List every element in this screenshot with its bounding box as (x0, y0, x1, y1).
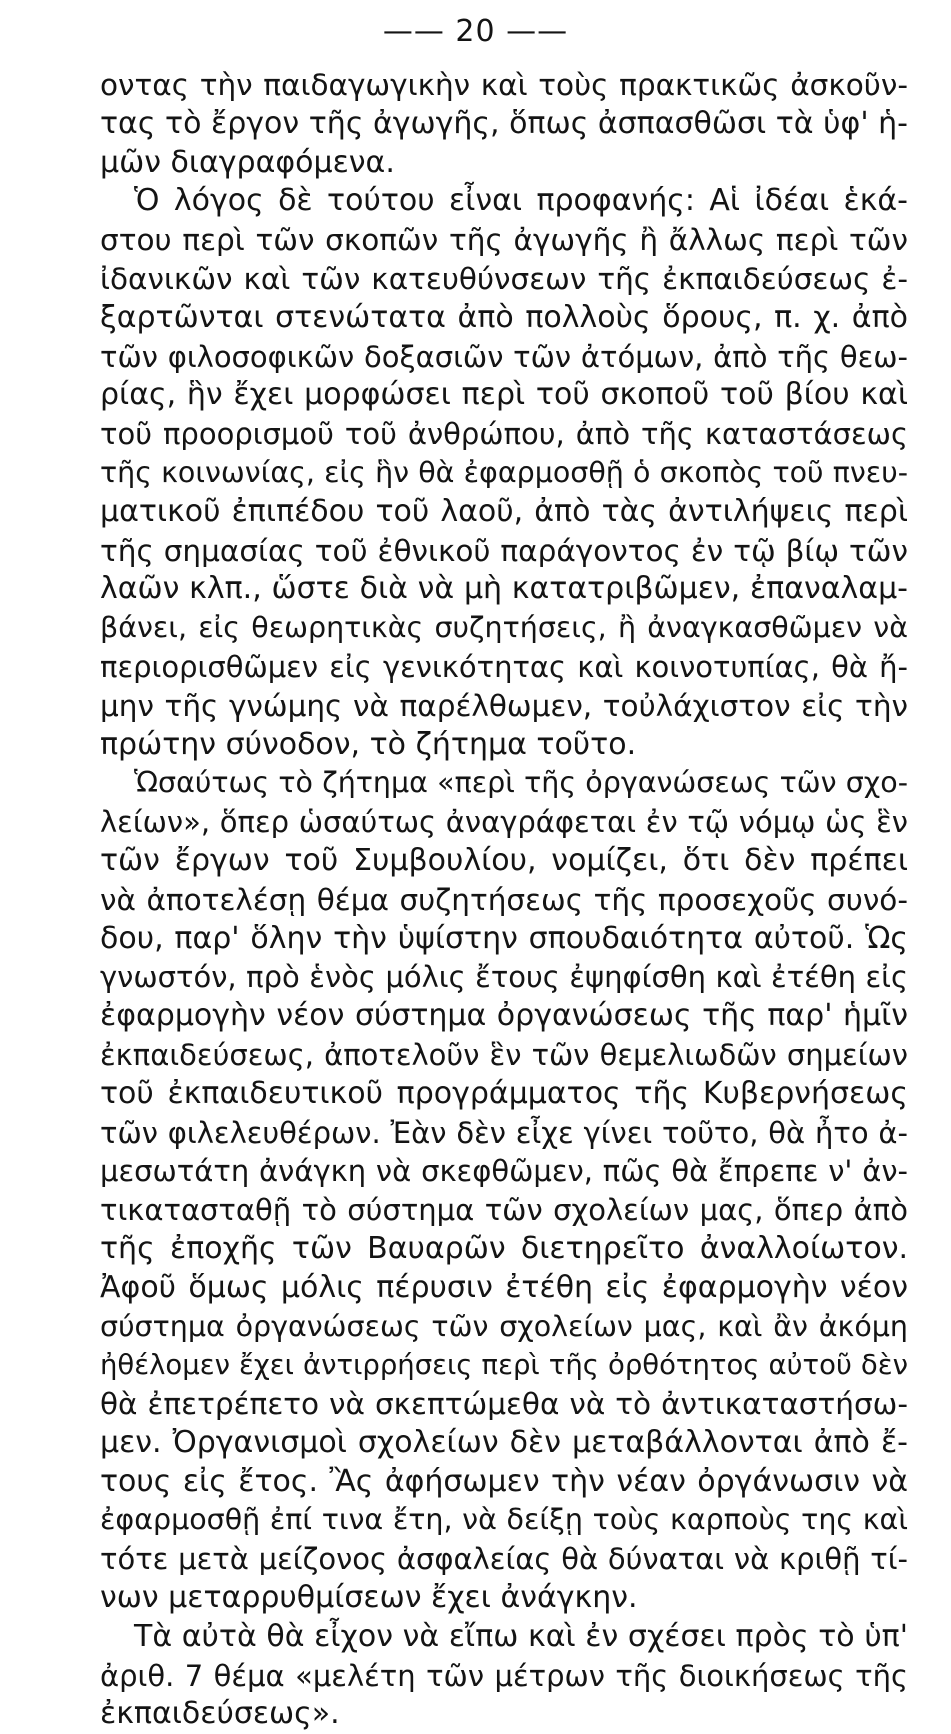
text-line: οντας τὴν παιδαγωγικὴν καὶ τοὺς πρακτικῶς ἀσκοῦν- (100, 68, 908, 102)
text-line: γνωστόν, πρὸ ἑνὸς μόλις ἔτους ἐψηφίσθη καὶ ἐτέθη εἰς (100, 960, 908, 995)
text-line: ἠθέλομεν ἔχει ἀντιρρήσεις περὶ τῆς ὀρθότητος αὐτοῦ δὲν (100, 1349, 908, 1382)
text-line: βάνει, εἰς θεωρητικὰς συζητήσεις, ἢ ἀναγκασθῶμεν νὰ (100, 611, 908, 645)
text-line: νων μεταρρυθμίσεων ἔχει ἀνάγκην. (100, 1580, 638, 1616)
text-line: Τὰ αὐτὰ θὰ εἶχον νὰ εἴπω καὶ ἐν σχέσει πρὸς τὸ ὑπ' (134, 1618, 908, 1654)
text-line: τους εἰς ἔτος. Ἂς ἀφήσωμεν τὴν νέαν ὀργάνωσιν νὰ (100, 1463, 908, 1499)
text-line: ρίας, ἣν ἔχει μορφώσει περὶ τοῦ σκοποῦ τοῦ βίου καὶ (100, 377, 908, 413)
text-line: θὰ ἐπετρέπετο νὰ σκεπτώμεθα νὰ τὸ ἀντικαταστήσω- (100, 1387, 908, 1422)
text-line: τῆς σημασίας τοῦ ἐθνικοῦ παράγοντος ἐν τῷ βίῳ τῶν (100, 533, 908, 568)
text-line: τῆς ἐποχῆς τῶν Βαυαρῶν διετηρεῖτο ἀναλλοίωτον. (100, 1230, 908, 1266)
text-line: λείων», ὅπερ ὡσαύτως ἀναγράφεται ἐν τῷ νόμῳ ὡς ἓν (100, 805, 908, 840)
text-line: λαῶν κλπ., ὥστε διὰ νὰ μὴ κατατριβῶμεν, ἐπαναλαμ- (100, 571, 908, 607)
text-line: μεν. Ὀργανισμοὶ σχολείων δὲν μεταβάλλονται ἀπὸ ἔ- (100, 1424, 908, 1460)
text-line: πρώτην σύνοδον, τὸ ζήτημα τοῦτο. (100, 726, 637, 762)
text-line: ξαρτῶνται στενώτατα ἀπὸ πολλοὺς ὅρους, π. χ. ἀπὸ (100, 299, 908, 335)
text-line: ἰδανικῶν καὶ τῶν κατευθύνσεων τῆς ἐκπαιδεύσεως ἐ- (100, 261, 908, 296)
text-line: Ὁ λόγος δὲ τούτου εἶναι προφανής: Αἱ ἰδέαι ἑκά- (134, 183, 908, 219)
text-line: ἀριθ. 7 θέμα «μελέτη τῶν μέτρων τῆς διοικήσεως τῆς (100, 1658, 908, 1693)
text-line: περιορισθῶμεν εἰς γενικότητας καὶ κοινοτυπίας, θὰ ἤ- (100, 649, 908, 684)
text-line: τας τὸ ἔργον τῆς ἀγωγῆς, ὅπως ἀσπασθῶσι τὰ ὑφ' ἡ- (100, 105, 908, 141)
page-number: —— 20 —— (382, 14, 569, 49)
text-line: ἐκπαιδεύσεως, ἀποτελοῦν ἓν τῶν θεμελιωδῶν σημείων (100, 1037, 908, 1072)
text-line: ἐφαρμογὴν νέον σύστημα ὀργανώσεως τῆς παρ' ἡμῖν (100, 998, 908, 1034)
text-line: τότε μετὰ μείζονος ἀσφαλείας θὰ δύναται νὰ κριθῇ τί- (100, 1542, 908, 1577)
text-line: Ἀφοῦ ὅμως μόλις πέρυσιν ἐτέθη εἰς ἐφαρμογὴν νέον (100, 1269, 908, 1305)
text-line: ἐκπαιδεύσεως». (100, 1696, 340, 1732)
text-line: τοῦ προορισμοῦ τοῦ ἀνθρώπου, ἀπὸ τῆς καταστάσεως (100, 417, 908, 452)
text-line: μην τῆς γνώμης νὰ παρέλθωμεν, τοὐλάχιστον εἰς τὴν (100, 688, 908, 723)
body-text (100, 66, 908, 1734)
text-line: μῶν διαγραφόμενα. (100, 144, 395, 180)
text-line: στου περὶ τῶν σκοπῶν τῆς ἀγωγῆς ἢ ἄλλως περὶ τῶν (100, 223, 908, 258)
text-line: τῶν φιλελευθέρων. Ἐὰν δὲν εἶχε γίνει τοῦτο, θὰ ἦτο ἀ- (100, 1115, 908, 1150)
text-line: νὰ ἀποτελέσῃ θέμα συζητήσεως τῆς προσεχοῦς συνό- (100, 882, 908, 917)
text-line: τοῦ ἐκπαιδευτικοῦ προγράμματος τῆς Κυβερνήσεως (100, 1075, 908, 1111)
text-line: τῶν φιλοσοφικῶν δοξασιῶν τῶν ἀτόμων, ἀπὸ τῆς θεω- (100, 339, 908, 374)
text-line: μεσωτάτη ἀνάγκη νὰ σκεφθῶμεν, πῶς θὰ ἔπρεπε ν' ἀν- (100, 1154, 908, 1189)
text-line: τῆς κοινωνίας, εἰς ἣν θὰ ἐφαρμοσθῇ ὁ σκοπὸς τοῦ πνευ- (100, 455, 908, 489)
text-line: δου, παρ' ὅλην τὴν ὑψίστην σπουδαιότητα αὐτοῦ. Ὡς (100, 920, 908, 956)
text-line: ἐφαρμοσθῇ ἐπί τινα ἔτη, νὰ δείξῃ τοὺς καρποὺς της καὶ (100, 1503, 908, 1537)
text-line: ματικοῦ ἐπιπέδου τοῦ λαοῦ, ἀπὸ τὰς ἀντιλήψεις περὶ (100, 493, 908, 529)
text-line: τικατασταθῇ τὸ σύστημα τῶν σχολείων μας, ὅπερ ἀπὸ (100, 1193, 908, 1228)
text-line: σύστημα ὀργανώσεως τῶν σχολείων μας, καὶ ἂν ἀκόμη (100, 1309, 908, 1343)
text-line: Ὡσαύτως τὸ ζήτημα «περὶ τῆς ὀργανώσεως τῶν σχο- (134, 766, 908, 800)
text-line: τῶν ἔργων τοῦ Συμβουλίου, νομίζει, ὅτι δὲν πρέπει (100, 842, 908, 878)
